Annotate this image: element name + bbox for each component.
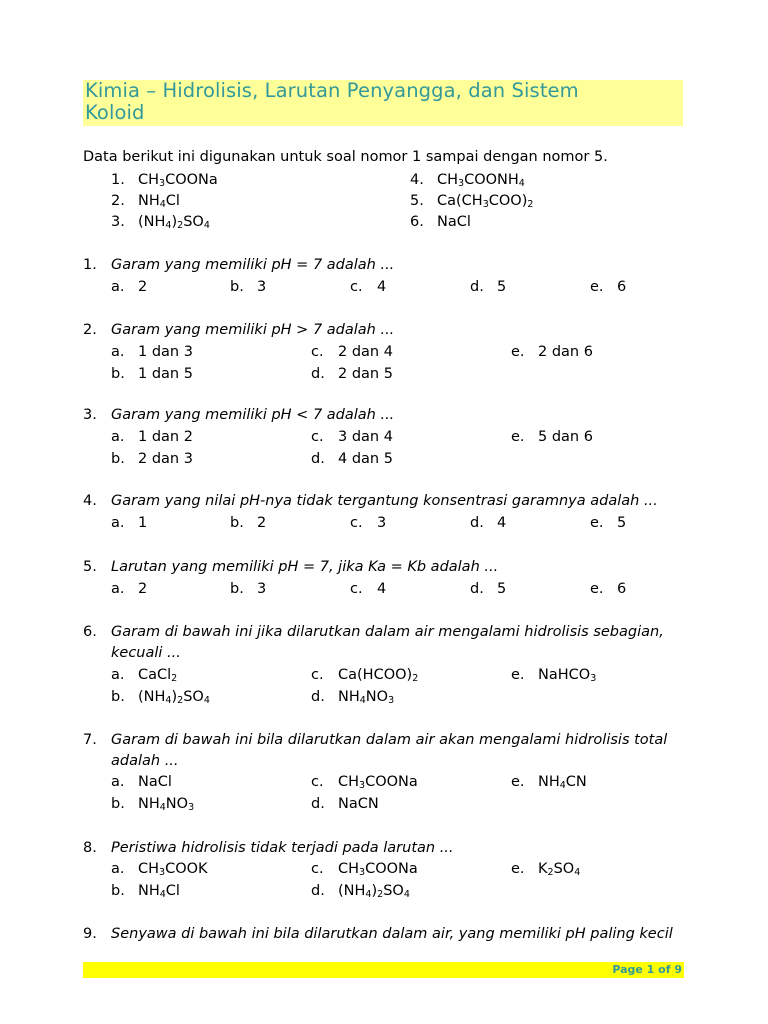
- question-text: Peristiwa hidrolisis tidak terjadi pada larutan ...: [111, 840, 454, 856]
- compound-formula: $(NH_4)_2SO_4$: [138, 214, 210, 231]
- question-number: 8.: [83, 840, 97, 856]
- option-label: d.: [311, 689, 325, 705]
- option-label: a.: [111, 429, 125, 445]
- option-label: d.: [311, 883, 325, 899]
- option-label: b.: [230, 515, 244, 531]
- title-line-2: Koloid: [85, 101, 145, 124]
- intro-text: Data berikut ini digunakan untuk soal nomor 1 sampai dengan nomor 5.: [83, 149, 608, 165]
- question-text: Larutan yang memiliki pH = 7, jika Ka = Kb adalah ...: [111, 559, 499, 575]
- option-value: 1: [138, 515, 148, 531]
- option-value: $CH_3COONa$: [338, 774, 418, 791]
- option-label: e.: [511, 861, 525, 877]
- option-label: e.: [590, 581, 604, 597]
- option-value: 1 dan 2: [138, 429, 193, 445]
- option-label: c.: [350, 515, 363, 531]
- option-label: a.: [111, 861, 125, 877]
- option-value: 4: [377, 581, 387, 597]
- option-value: $(NH_4)_2SO_4$: [138, 689, 210, 706]
- option-value: 2 dan 6: [538, 344, 593, 360]
- option-value: 4: [497, 515, 507, 531]
- option-label: c.: [311, 344, 324, 360]
- option-label: d.: [311, 796, 325, 812]
- option-value: 5: [617, 515, 627, 531]
- document-title: [83, 80, 683, 126]
- compound-formula: $CH_3COONH_4$: [437, 172, 525, 189]
- question-text: Garam yang nilai pH-nya tidak tergantung konsentrasi garamnya adalah ...: [111, 493, 658, 509]
- option-value: 2: [138, 279, 148, 295]
- option-value: $CH_3COOK$: [138, 861, 208, 878]
- option-label: b.: [111, 689, 125, 705]
- option-value: $NH_4Cl$: [138, 883, 180, 900]
- option-label: b.: [230, 279, 244, 295]
- option-label: c.: [350, 279, 363, 295]
- compound-number: 4.: [410, 172, 424, 188]
- option-value: CaCl$_2$: [138, 667, 178, 684]
- question-number: 1.: [83, 257, 97, 273]
- page-number: Page 1 of 9: [612, 963, 682, 976]
- option-label: c.: [311, 667, 324, 683]
- option-value: 5: [497, 279, 507, 295]
- question-text: Garam yang memiliki pH = 7 adalah ...: [111, 257, 395, 273]
- option-label: a.: [111, 515, 125, 531]
- option-value: NaCN: [338, 796, 379, 812]
- option-value: 5 dan 6: [538, 429, 593, 445]
- option-label: e.: [590, 515, 604, 531]
- option-value: 4 dan 5: [338, 451, 393, 467]
- question-number: 4.: [83, 493, 97, 509]
- option-label: d.: [311, 366, 325, 382]
- question-number: 9.: [83, 926, 97, 942]
- option-value: 6: [617, 581, 627, 597]
- option-value: 3: [257, 279, 267, 295]
- option-label: b.: [111, 883, 125, 899]
- option-label: a.: [111, 774, 125, 790]
- question-text-continued: kecuali ...: [111, 645, 181, 661]
- option-label: a.: [111, 279, 125, 295]
- option-label: c.: [350, 581, 363, 597]
- option-value: $NH_4NO_3$: [138, 796, 195, 813]
- compound-formula: NaCl: [437, 214, 471, 230]
- option-value: 3: [377, 515, 387, 531]
- option-value: NaHCO$_3$: [538, 667, 597, 684]
- option-value: 2 dan 4: [338, 344, 393, 360]
- question-text-continued: adalah ...: [111, 753, 179, 769]
- option-label: e.: [511, 774, 525, 790]
- question-number: 5.: [83, 559, 97, 575]
- question-number: 6.: [83, 624, 97, 640]
- question-text: Garam di bawah ini jika dilarutkan dalam air mengalami hidrolisis sebagian,: [111, 624, 664, 640]
- question-text: Garam di bawah ini bila dilarutkan dalam air akan mengalami hidrolisis total: [111, 732, 668, 748]
- option-value: $NH_4CN$: [538, 774, 587, 791]
- compound-formula: $CH_3COONa$: [138, 172, 218, 189]
- question-text: Garam yang memiliki pH > 7 adalah ...: [111, 322, 395, 338]
- option-value: 2: [138, 581, 148, 597]
- question-text: Garam yang memiliki pH < 7 adalah ...: [111, 407, 395, 423]
- option-value: 1 dan 3: [138, 344, 193, 360]
- question-text: Senyawa di bawah ini bila dilarutkan dalam air, yang memiliki pH paling kecil: [111, 926, 673, 942]
- compound-number: 6.: [410, 214, 424, 230]
- option-label: c.: [311, 861, 324, 877]
- option-label: d.: [470, 581, 484, 597]
- option-label: c.: [311, 429, 324, 445]
- option-label: d.: [311, 451, 325, 467]
- option-label: e.: [590, 279, 604, 295]
- question-number: 3.: [83, 407, 97, 423]
- question-number: 2.: [83, 322, 97, 338]
- option-value: $NH_4NO_3$: [338, 689, 395, 706]
- option-value: 1 dan 5: [138, 366, 193, 382]
- option-label: b.: [111, 796, 125, 812]
- question-number: 7.: [83, 732, 97, 748]
- option-label: c.: [311, 774, 324, 790]
- option-value: 2 dan 3: [138, 451, 193, 467]
- compound-number: 2.: [111, 193, 125, 209]
- option-label: a.: [111, 581, 125, 597]
- option-label: e.: [511, 429, 525, 445]
- compound-number: 5.: [410, 193, 424, 209]
- option-value: 5: [497, 581, 507, 597]
- option-value: $CH_3COONa$: [338, 861, 418, 878]
- option-value: 2: [257, 515, 267, 531]
- option-label: d.: [470, 279, 484, 295]
- option-value: 3: [257, 581, 267, 597]
- option-label: d.: [470, 515, 484, 531]
- compound-formula: $Ca(CH_3COO)_2$: [437, 193, 534, 210]
- option-label: a.: [111, 667, 125, 683]
- option-value: 3 dan 4: [338, 429, 393, 445]
- option-label: e.: [511, 667, 525, 683]
- option-value: $(NH_4)_2SO_4$: [338, 883, 410, 900]
- option-label: a.: [111, 344, 125, 360]
- title-line-1: Kimia – Hidrolisis, Larutan Penyangga, dan Sistem: [85, 79, 579, 102]
- option-value: NaCl: [138, 774, 172, 790]
- option-value: 6: [617, 279, 627, 295]
- option-label: b.: [230, 581, 244, 597]
- option-label: b.: [111, 451, 125, 467]
- compound-number: 3.: [111, 214, 125, 230]
- option-value: $Ca(HCOO)_2$: [338, 667, 419, 684]
- compound-number: 1.: [111, 172, 125, 188]
- option-value: 4: [377, 279, 387, 295]
- option-label: e.: [511, 344, 525, 360]
- option-value: 2 dan 5: [338, 366, 393, 382]
- option-label: b.: [111, 366, 125, 382]
- compound-formula: $NH_4Cl$: [138, 193, 180, 210]
- page-footer: [83, 962, 684, 978]
- option-value: $K_2SO_4$: [538, 861, 581, 878]
